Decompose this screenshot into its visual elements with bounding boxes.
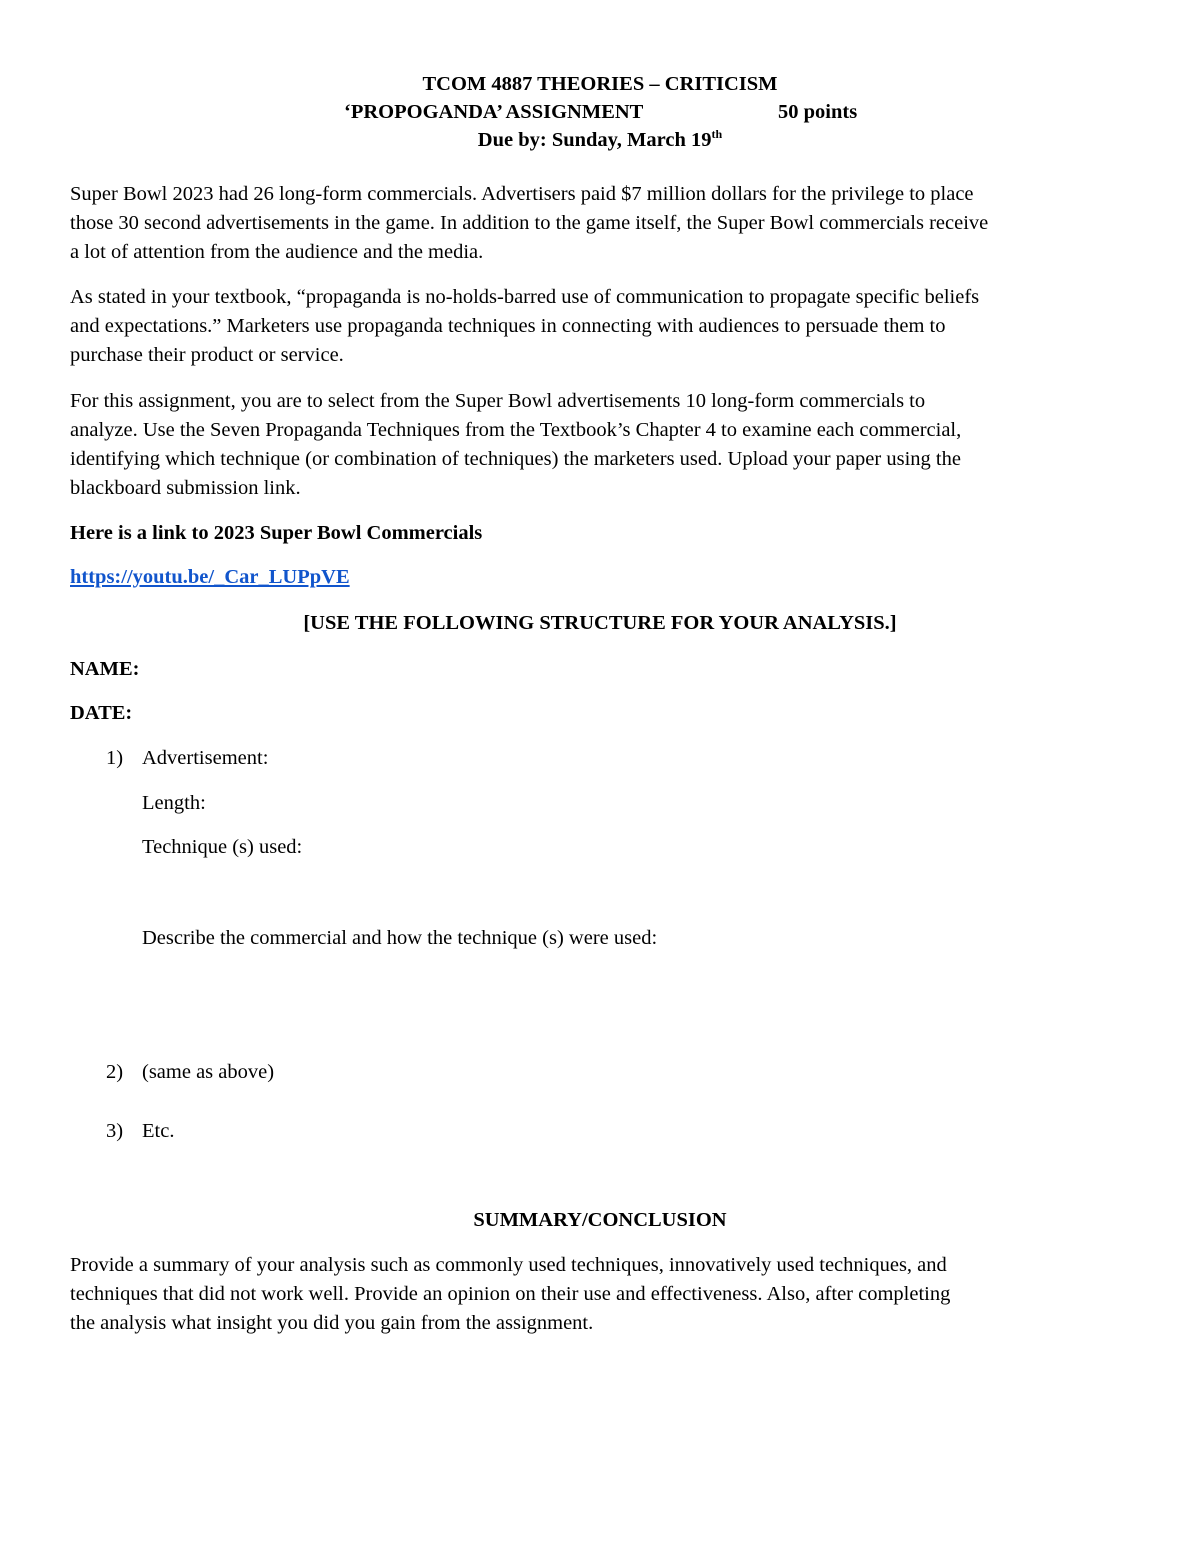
advertisement-label: Advertisement: (142, 747, 269, 769)
intro-p3-line: identifying which technique (or combination of techniques) the marketers used. Upload your paper using the (70, 448, 961, 470)
describe-label: Describe the commercial and how the technique (s) were used: (142, 927, 658, 949)
intro-p3-line: For this assignment, you are to select from the Super Bowl advertisements 10 long-form commercials to (70, 390, 926, 412)
technique-label: Technique (s) used: (142, 836, 303, 858)
commercials-link[interactable]: https://youtu.be/_Car_LUPpVE (70, 566, 350, 588)
summary-heading: SUMMARY/CONCLUSION (473, 1209, 727, 1231)
length-label: Length: (142, 792, 206, 814)
summary-line: Provide a summary of your analysis such as commonly used techniques, innovatively used techniques, and (70, 1254, 947, 1276)
list-number: 1) (106, 747, 124, 769)
course-title: TCOM 4887 THEORIES – CRITICISM (422, 73, 778, 95)
list-number: 2) (106, 1061, 124, 1083)
date-label: DATE: (70, 702, 133, 724)
link-heading: Here is a link to 2023 Super Bowl Commercials (70, 522, 483, 544)
intro-p2-line: purchase their product or service. (70, 344, 344, 366)
due-date-text: Due by: Sunday, March 19 (477, 129, 712, 151)
assignment-title: ‘PROPOGANDA’ ASSIGNMENT (344, 101, 644, 123)
intro-p2-line: As stated in your textbook, “propaganda is no-holds-barred use of communication to propagate specific beliefs (70, 286, 980, 308)
intro-p3-line: analyze. Use the Seven Propaganda Techniques from the Textbook’s Chapter 4 to examine each commercial, (70, 419, 962, 441)
summary-line: the analysis what insight you did you gain from the assignment. (70, 1312, 594, 1334)
points-label: 50 points (778, 101, 858, 123)
due-date-suffix: th (711, 127, 723, 142)
name-label: NAME: (70, 658, 140, 680)
due-date (0, 127, 1200, 151)
intro-p1-line: those 30 second advertisements in the game. In addition to the game itself, the Super Bowl commercials receive (70, 212, 989, 234)
intro-p3-line: blackboard submission link. (70, 477, 301, 499)
same-as-above-label: (same as above) (142, 1061, 275, 1083)
intro-p1-line: a lot of attention from the audience and the media. (70, 241, 484, 263)
intro-p2-line: and expectations.” Marketers use propaganda techniques in connecting with audiences to persuade them to (70, 315, 946, 337)
list-number: 3) (106, 1120, 124, 1142)
intro-p1-line: Super Bowl 2023 had 26 long-form commercials. Advertisers paid $7 million dollars for the privilege to place (70, 183, 974, 205)
summary-line: techniques that did not work well. Provide an opinion on their use and effectiveness. Also, after completing (70, 1283, 951, 1305)
structure-heading: [USE THE FOLLOWING STRUCTURE FOR YOUR ANALYSIS.] (303, 612, 897, 634)
etc-label: Etc. (142, 1120, 175, 1142)
